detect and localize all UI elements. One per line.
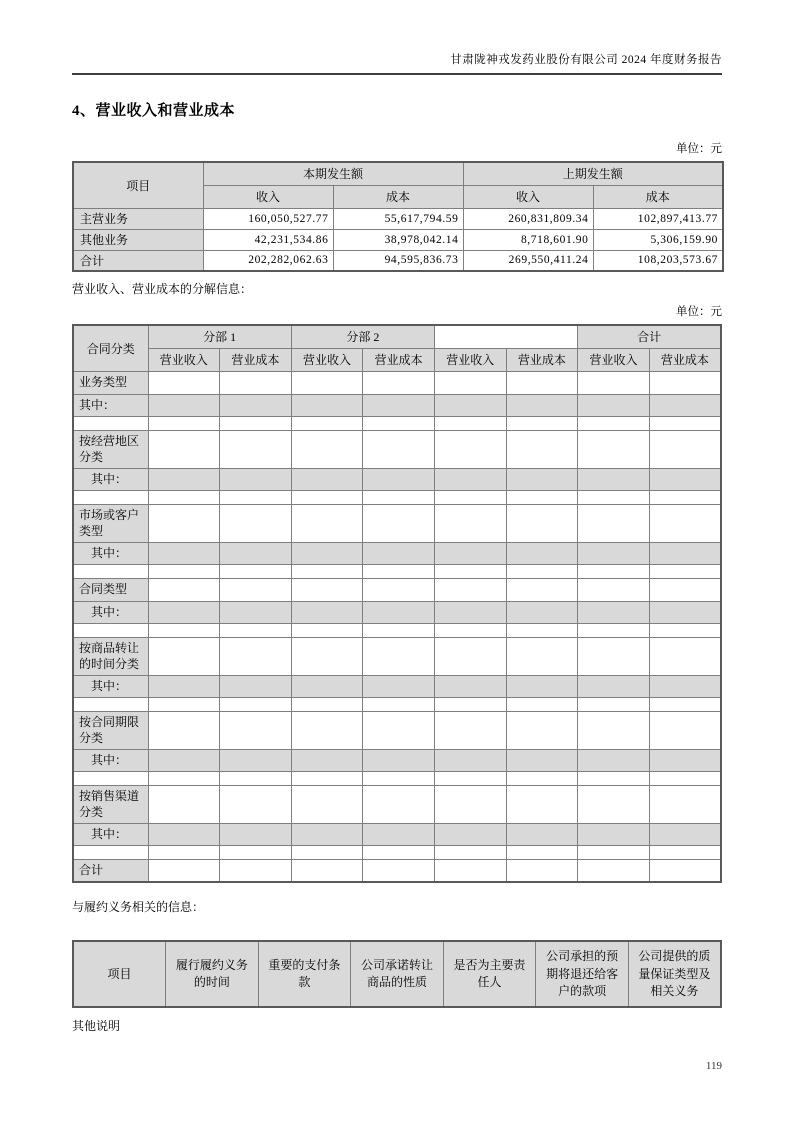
breakdown-note: 营业收入、营业成本的分解信息：	[72, 282, 253, 296]
breakdown-group-total: 合计	[578, 325, 721, 348]
breakdown-row	[73, 859, 721, 882]
breakdown-data-cell	[506, 785, 578, 823]
breakdown-data-cell	[435, 823, 507, 845]
breakdown-data-cell	[220, 394, 292, 416]
breakdown-data-cell	[220, 675, 292, 697]
breakdown-data-cell	[220, 623, 292, 637]
breakdown-data-cell	[363, 601, 435, 623]
breakdown-data-cell	[435, 468, 507, 490]
breakdown-data-cell	[578, 637, 650, 675]
revenue-cell: 5,306,159.90	[593, 229, 723, 250]
breakdown-data-cell	[649, 785, 721, 823]
breakdown-data-cell	[649, 749, 721, 771]
breakdown-data-cell	[649, 771, 721, 785]
revenue-header-current-period: 本期发生额	[203, 162, 463, 185]
breakdown-data-cell	[435, 542, 507, 564]
breakdown-data-cell	[506, 675, 578, 697]
breakdown-row-label	[73, 623, 148, 637]
breakdown-data-cell	[148, 490, 220, 504]
breakdown-data-cell	[506, 771, 578, 785]
breakdown-data-cell	[363, 504, 435, 542]
breakdown-data-cell	[649, 623, 721, 637]
breakdown-data-cell	[220, 416, 292, 430]
breakdown-data-cell	[435, 394, 507, 416]
breakdown-data-cell	[363, 823, 435, 845]
revenue-cell: 260,831,809.34	[463, 208, 593, 229]
breakdown-data-cell	[649, 823, 721, 845]
breakdown-row-label: 市场或客户类型	[73, 504, 148, 542]
breakdown-data-cell	[291, 785, 363, 823]
breakdown-data-cell	[435, 504, 507, 542]
breakdown-data-cell	[148, 394, 220, 416]
breakdown-data-cell	[148, 504, 220, 542]
breakdown-data-cell	[506, 468, 578, 490]
breakdown-data-cell	[291, 675, 363, 697]
document-header	[72, 52, 722, 75]
breakdown-row	[73, 771, 721, 785]
revenue-row-label: 合计	[73, 250, 203, 271]
breakdown-data-cell	[435, 564, 507, 578]
breakdown-data-cell	[649, 578, 721, 601]
breakdown-data-cell	[148, 601, 220, 623]
breakdown-data-cell	[220, 542, 292, 564]
breakdown-data-cell	[578, 504, 650, 542]
breakdown-data-cell	[363, 564, 435, 578]
breakdown-row-label	[73, 845, 148, 859]
revenue-row-other-business	[73, 229, 723, 250]
breakdown-data-cell	[291, 623, 363, 637]
breakdown-data-cell	[291, 416, 363, 430]
breakdown-data-cell	[649, 430, 721, 468]
breakdown-subheader-cost: 营业成本	[220, 348, 292, 371]
breakdown-data-cell	[578, 468, 650, 490]
revenue-cell: 108,203,573.67	[593, 250, 723, 271]
page-number: 119	[705, 1060, 722, 1073]
breakdown-subheader-income: 营业收入	[291, 348, 363, 371]
breakdown-data-cell	[148, 468, 220, 490]
breakdown-data-cell	[578, 490, 650, 504]
breakdown-data-cell	[220, 468, 292, 490]
breakdown-data-cell	[220, 430, 292, 468]
breakdown-data-cell	[578, 564, 650, 578]
breakdown-data-cell	[506, 430, 578, 468]
breakdown-subheader-income: 营业收入	[148, 348, 220, 371]
breakdown-data-cell	[291, 637, 363, 675]
breakdown-data-cell	[506, 845, 578, 859]
obligation-header-quality-guarantee: 公司提供的质量保证类型及相关义务	[628, 941, 721, 1007]
breakdown-data-cell	[506, 490, 578, 504]
breakdown-data-cell	[220, 504, 292, 542]
breakdown-data-cell	[291, 823, 363, 845]
breakdown-data-cell	[578, 697, 650, 711]
breakdown-subheader-cost: 营业成本	[363, 348, 435, 371]
revenue-header-cost-current: 成本	[333, 185, 463, 208]
breakdown-row-label	[73, 771, 148, 785]
revenue-row-main-business	[73, 208, 723, 229]
breakdown-data-cell	[578, 771, 650, 785]
breakdown-data-cell	[578, 416, 650, 430]
obligation-header-payment-terms: 重要的支付条款	[258, 941, 351, 1007]
breakdown-data-cell	[506, 637, 578, 675]
breakdown-data-cell	[649, 564, 721, 578]
breakdown-data-cell	[291, 430, 363, 468]
breakdown-data-cell	[578, 845, 650, 859]
revenue-cost-table	[72, 161, 724, 272]
breakdown-data-cell	[363, 542, 435, 564]
obligation-header-item: 项目	[73, 941, 166, 1007]
breakdown-data-cell	[506, 371, 578, 394]
breakdown-data-cell	[148, 749, 220, 771]
breakdown-data-cell	[148, 859, 220, 882]
breakdown-row	[73, 601, 721, 623]
breakdown-data-cell	[649, 845, 721, 859]
obligation-note: 与履约义务相关的信息：	[72, 900, 205, 915]
breakdown-data-cell	[506, 394, 578, 416]
breakdown-data-cell	[578, 711, 650, 749]
breakdown-data-cell	[506, 578, 578, 601]
breakdown-data-cell	[148, 845, 220, 859]
breakdown-data-cell	[291, 697, 363, 711]
breakdown-data-cell	[291, 711, 363, 749]
breakdown-row	[73, 749, 721, 771]
breakdown-data-cell	[435, 711, 507, 749]
breakdown-data-cell	[435, 637, 507, 675]
breakdown-data-cell	[435, 771, 507, 785]
breakdown-data-cell	[148, 675, 220, 697]
breakdown-data-cell	[506, 711, 578, 749]
breakdown-data-cell	[649, 504, 721, 542]
breakdown-group-segment-1: 分部 1	[148, 325, 291, 348]
breakdown-data-cell	[363, 845, 435, 859]
breakdown-data-cell	[506, 859, 578, 882]
breakdown-data-cell	[220, 785, 292, 823]
breakdown-data-cell	[148, 785, 220, 823]
breakdown-row	[73, 823, 721, 845]
breakdown-data-cell	[220, 371, 292, 394]
breakdown-data-cell	[435, 623, 507, 637]
breakdown-data-cell	[148, 697, 220, 711]
breakdown-row	[73, 394, 721, 416]
breakdown-data-cell	[578, 394, 650, 416]
breakdown-header-contract-class: 合同分类	[73, 325, 148, 371]
breakdown-data-cell	[363, 468, 435, 490]
breakdown-data-cell	[435, 675, 507, 697]
breakdown-data-cell	[506, 601, 578, 623]
breakdown-data-cell	[506, 564, 578, 578]
breakdown-row	[73, 490, 721, 504]
revenue-cell: 8,718,601.90	[463, 229, 593, 250]
breakdown-data-cell	[220, 749, 292, 771]
breakdown-data-cell	[363, 416, 435, 430]
breakdown-row-label: 其中：	[73, 468, 148, 490]
breakdown-data-cell	[506, 416, 578, 430]
breakdown-data-cell	[148, 416, 220, 430]
breakdown-header-row-1	[73, 325, 721, 348]
breakdown-data-cell	[435, 785, 507, 823]
breakdown-row-label: 其中：	[73, 542, 148, 564]
obligation-header-primary-obligor: 是否为主要责任人	[443, 941, 536, 1007]
breakdown-data-cell	[435, 430, 507, 468]
breakdown-data-cell	[220, 601, 292, 623]
breakdown-data-cell	[649, 637, 721, 675]
section-title: 4、营业收入和营业成本	[72, 103, 236, 119]
breakdown-row-label: 按销售渠道分类	[73, 785, 148, 823]
breakdown-data-cell	[220, 578, 292, 601]
breakdown-row-label: 业务类型	[73, 371, 148, 394]
breakdown-data-cell	[649, 542, 721, 564]
breakdown-data-cell	[435, 859, 507, 882]
breakdown-subheader-income: 营业收入	[578, 348, 650, 371]
breakdown-data-cell	[291, 578, 363, 601]
breakdown-data-cell	[578, 675, 650, 697]
unit-label-1: 单位：元	[676, 143, 722, 155]
breakdown-row-label: 合同类型	[73, 578, 148, 601]
breakdown-subheader-cost: 营业成本	[649, 348, 721, 371]
breakdown-data-cell	[435, 490, 507, 504]
breakdown-row-label: 其中：	[73, 749, 148, 771]
unit-label-2: 单位：元	[676, 306, 722, 318]
breakdown-data-cell	[148, 623, 220, 637]
breakdown-data-cell	[291, 771, 363, 785]
breakdown-data-cell	[291, 845, 363, 859]
breakdown-data-cell	[363, 430, 435, 468]
breakdown-data-cell	[148, 637, 220, 675]
breakdown-data-cell	[363, 859, 435, 882]
breakdown-data-cell	[291, 564, 363, 578]
breakdown-row	[73, 697, 721, 711]
breakdown-data-cell	[291, 601, 363, 623]
breakdown-data-cell	[363, 371, 435, 394]
breakdown-data-cell	[578, 601, 650, 623]
breakdown-data-cell	[578, 859, 650, 882]
breakdown-row-label: 合计	[73, 859, 148, 882]
breakdown-data-cell	[649, 490, 721, 504]
revenue-header-item: 项目	[73, 162, 203, 208]
breakdown-row-label: 其中：	[73, 601, 148, 623]
breakdown-data-cell	[578, 430, 650, 468]
revenue-breakdown-table	[72, 324, 722, 883]
breakdown-table-body	[73, 371, 721, 882]
breakdown-row	[73, 623, 721, 637]
breakdown-row-label: 按合同期限分类	[73, 711, 148, 749]
breakdown-row	[73, 578, 721, 601]
revenue-row-label: 主营业务	[73, 208, 203, 229]
revenue-header-income-prior: 收入	[463, 185, 593, 208]
breakdown-data-cell	[363, 771, 435, 785]
revenue-header-prior-period: 上期发生额	[463, 162, 723, 185]
breakdown-data-cell	[578, 785, 650, 823]
breakdown-data-cell	[578, 371, 650, 394]
breakdown-row-label: 按商品转让的时间分类	[73, 637, 148, 675]
breakdown-row	[73, 675, 721, 697]
revenue-cell: 160,050,527.77	[203, 208, 333, 229]
breakdown-data-cell	[363, 675, 435, 697]
breakdown-data-cell	[220, 711, 292, 749]
breakdown-data-cell	[578, 542, 650, 564]
breakdown-data-cell	[220, 490, 292, 504]
breakdown-data-cell	[435, 371, 507, 394]
breakdown-data-cell	[148, 711, 220, 749]
revenue-header-income-current: 收入	[203, 185, 333, 208]
revenue-row-total	[73, 250, 723, 271]
breakdown-data-cell	[363, 637, 435, 675]
breakdown-data-cell	[148, 542, 220, 564]
breakdown-data-cell	[435, 697, 507, 711]
breakdown-data-cell	[148, 430, 220, 468]
breakdown-data-cell	[435, 416, 507, 430]
breakdown-row-label: 其中：	[73, 394, 148, 416]
breakdown-data-cell	[578, 749, 650, 771]
revenue-header-row-1	[73, 162, 723, 185]
breakdown-data-cell	[148, 771, 220, 785]
breakdown-data-cell	[649, 371, 721, 394]
breakdown-data-cell	[220, 637, 292, 675]
breakdown-data-cell	[363, 490, 435, 504]
obligation-header-goods-nature: 公司承诺转让商品的性质	[351, 941, 444, 1007]
obligation-header-row	[73, 941, 721, 1007]
breakdown-data-cell	[649, 711, 721, 749]
breakdown-row-label: 其中：	[73, 675, 148, 697]
breakdown-data-cell	[148, 371, 220, 394]
breakdown-data-cell	[649, 697, 721, 711]
breakdown-data-cell	[363, 711, 435, 749]
breakdown-data-cell	[148, 578, 220, 601]
breakdown-data-cell	[649, 675, 721, 697]
revenue-cell: 269,550,411.24	[463, 250, 593, 271]
document-header-title: 甘肃陇神戎发药业股份有限公司 2024 年度财务报告	[450, 54, 722, 66]
breakdown-row-label: 其中：	[73, 823, 148, 845]
breakdown-data-cell	[291, 490, 363, 504]
breakdown-row	[73, 845, 721, 859]
breakdown-data-cell	[220, 845, 292, 859]
revenue-cell: 202,282,062.63	[203, 250, 333, 271]
breakdown-data-cell	[649, 601, 721, 623]
breakdown-row-label	[73, 697, 148, 711]
breakdown-data-cell	[220, 771, 292, 785]
breakdown-data-cell	[291, 468, 363, 490]
breakdown-subheader-income: 营业收入	[435, 348, 507, 371]
breakdown-data-cell	[506, 697, 578, 711]
breakdown-row-label	[73, 564, 148, 578]
breakdown-row	[73, 504, 721, 542]
breakdown-data-cell	[363, 394, 435, 416]
breakdown-data-cell	[649, 859, 721, 882]
breakdown-data-cell	[220, 823, 292, 845]
revenue-cell: 38,978,042.14	[333, 229, 463, 250]
breakdown-data-cell	[506, 542, 578, 564]
breakdown-row	[73, 711, 721, 749]
breakdown-row	[73, 564, 721, 578]
breakdown-data-cell	[363, 697, 435, 711]
breakdown-group-blank	[435, 325, 578, 348]
breakdown-row	[73, 430, 721, 468]
revenue-header-cost-prior: 成本	[593, 185, 723, 208]
breakdown-data-cell	[291, 371, 363, 394]
breakdown-data-cell	[578, 823, 650, 845]
breakdown-data-cell	[578, 623, 650, 637]
obligation-header-expected-refunds: 公司承担的预期将退还给客户的款项	[536, 941, 629, 1007]
breakdown-data-cell	[148, 823, 220, 845]
breakdown-data-cell	[363, 623, 435, 637]
breakdown-data-cell	[435, 578, 507, 601]
other-note: 其他说明	[72, 1019, 121, 1034]
breakdown-row-label	[73, 416, 148, 430]
breakdown-data-cell	[435, 601, 507, 623]
revenue-cell: 94,595,836.73	[333, 250, 463, 271]
breakdown-row-label: 按经营地区分类	[73, 430, 148, 468]
breakdown-data-cell	[291, 394, 363, 416]
breakdown-data-cell	[506, 623, 578, 637]
breakdown-data-cell	[506, 749, 578, 771]
breakdown-data-cell	[435, 749, 507, 771]
revenue-cell: 102,897,413.77	[593, 208, 723, 229]
breakdown-data-cell	[649, 394, 721, 416]
breakdown-header-row-2	[73, 348, 721, 371]
breakdown-data-cell	[291, 504, 363, 542]
breakdown-data-cell	[649, 416, 721, 430]
breakdown-data-cell	[363, 785, 435, 823]
revenue-cell: 42,231,534.86	[203, 229, 333, 250]
breakdown-data-cell	[291, 749, 363, 771]
revenue-row-label: 其他业务	[73, 229, 203, 250]
obligation-header-fulfillment-time: 履行履约义务的时间	[166, 941, 259, 1007]
breakdown-row	[73, 637, 721, 675]
breakdown-data-cell	[506, 823, 578, 845]
breakdown-data-cell	[291, 859, 363, 882]
breakdown-data-cell	[363, 749, 435, 771]
breakdown-data-cell	[148, 564, 220, 578]
breakdown-row	[73, 416, 721, 430]
breakdown-row	[73, 371, 721, 394]
breakdown-data-cell	[220, 859, 292, 882]
breakdown-row	[73, 785, 721, 823]
breakdown-data-cell	[506, 504, 578, 542]
breakdown-row	[73, 468, 721, 490]
breakdown-data-cell	[220, 564, 292, 578]
breakdown-subheader-cost: 营业成本	[506, 348, 578, 371]
breakdown-data-cell	[649, 468, 721, 490]
breakdown-data-cell	[291, 542, 363, 564]
breakdown-row	[73, 542, 721, 564]
performance-obligation-table	[72, 940, 722, 1008]
breakdown-data-cell	[363, 578, 435, 601]
breakdown-data-cell	[578, 578, 650, 601]
breakdown-data-cell	[435, 845, 507, 859]
breakdown-group-segment-2: 分部 2	[291, 325, 434, 348]
breakdown-row-label	[73, 490, 148, 504]
breakdown-data-cell	[220, 697, 292, 711]
revenue-cell: 55,617,794.59	[333, 208, 463, 229]
